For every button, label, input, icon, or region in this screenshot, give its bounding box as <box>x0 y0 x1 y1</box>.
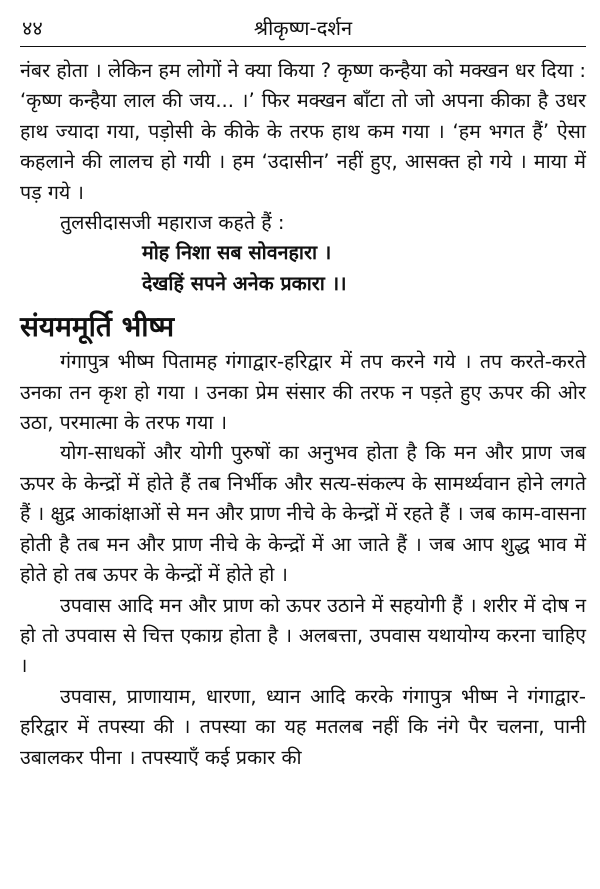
running-title: श्रीकृष्ण-दर्शन <box>253 16 353 40</box>
quote-intro: तुलसीदासजी महाराज कहते हैं : <box>60 211 285 235</box>
verse-line-1: मोह निशा सब सोवनहारा । <box>142 241 332 265</box>
section-paragraph-4: उपवास, प्राणायाम, धारणा, ध्यान आदि करके गंगापुत्र भीष्म ने गंगाद्वार-हरिद्वार में तपस्या की । तपस्या का यह मतलब नहीं कि नंगे पैर चलना, पानी उबालकर पीना । तपस्याएँ कई प्रकार की <box>20 684 586 769</box>
verse-line-2: देखहिं सपने अनेक प्रकारा ।। <box>142 271 347 295</box>
section-paragraph-1: गंगापुत्र भीष्म पितामह गंगाद्वार-हरिद्वार में तप करने गये । तप करते-करते उनका तन कृश हो गया । उनका प्रेम संसार की तरफ न पड़ते हुए ऊपर की ओर उठा, परमात्मा के तरफ गया । <box>20 350 586 435</box>
page-header <box>22 8 584 44</box>
page-body <box>20 56 586 773</box>
section-paragraph-3: उपवास आदि मन और प्राण को ऊपर उठाने में सहयोगी हैं । शरीर में दोष न हो तो उपवास से चित्त एकाग्र होता है । अलबत्ता, उपवास यथायोग्य करना चाहिए । <box>20 593 586 678</box>
page-number: ४४ <box>22 16 43 40</box>
section-paragraph-2: योग-साधकों और योगी पुरुषों का अनुभव होता है कि मन और प्राण जब ऊपर के केन्द्रों में होते हैं तब निर्भीक और सत्य-संकल्प के सामर्थ्यवान होने लगते हैं । क्षुद्र आकांक्षाओं से मन और प्राण नीचे के केन्द्रों में रहते हैं । जब काम-वासना होती है तब मन और प्राण नीचे के केन्द्रों में आ जाते हैं । जब आप शुद्ध भाव में होते हो तब ऊपर के केन्द्रों में होते हो । <box>20 441 586 587</box>
section-heading: संयममूर्ति भीष्म <box>20 310 175 344</box>
intro-paragraph: नंबर होता । लेकिन हम लोगों ने क्या किया ? कृष्ण कन्हैया को मक्खन धर दिया : ‘कृष्ण कन्हैया लाल की जय... ।’ फिर मक्खन बाँटा तो जो अपना कीका है उधर हाथ ज्यादा गया, पड़ोसी के कीके के तरफ हाथ कम गया । ‘हम भगत हैं’ ऐसा कहलाने की लालच हो गयी । हम ‘उदासीन’ नहीं हुए, आसक्त हो गये । माया में पड़ गये । <box>20 59 586 204</box>
header-rule <box>20 46 586 47</box>
